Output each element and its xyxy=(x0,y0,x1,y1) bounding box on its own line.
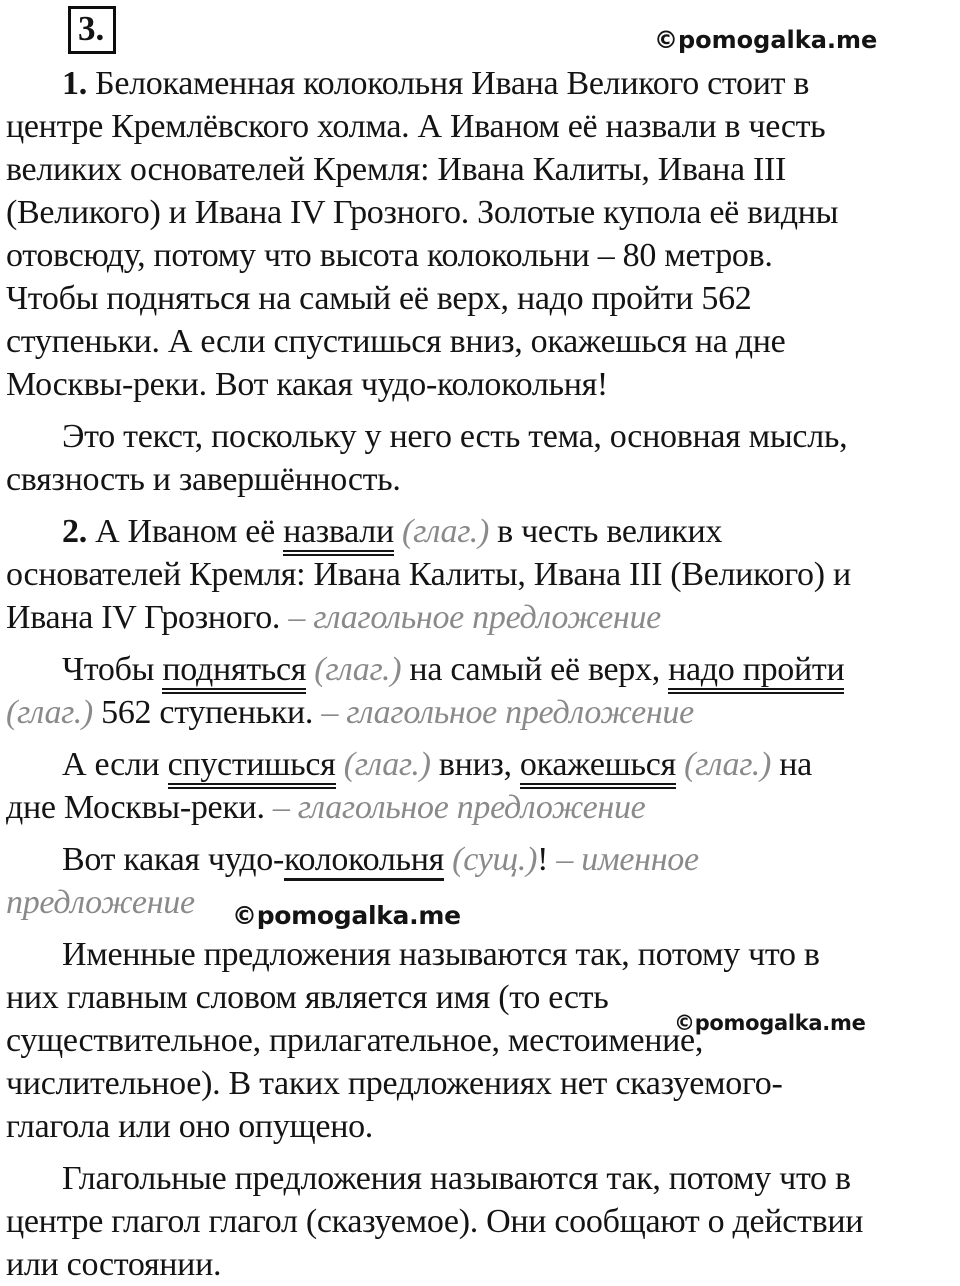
text-line xyxy=(6,881,946,930)
grammar-note: (глаг.) xyxy=(6,694,93,731)
marked-verb: подняться xyxy=(162,651,306,694)
marked-verb: окажешься xyxy=(520,746,676,789)
text-segment: глагола или оно опущено. xyxy=(6,1108,373,1145)
text-line xyxy=(6,320,946,363)
text-line xyxy=(6,691,946,734)
watermark: ©pomogalka.me xyxy=(232,901,461,930)
text-segment: Чтобы xyxy=(62,651,163,688)
text-line xyxy=(6,148,946,191)
text-segment: Белокаменная колокольня Ивана Великого стоит в xyxy=(86,65,810,102)
grammar-annotation: – глагольное предложение xyxy=(272,789,646,826)
text-segment: центре Кремлёвского холма. А Иваном её назвали в честь xyxy=(6,108,826,145)
marked-verb: назвали xyxy=(283,513,394,556)
paragraph-number: 2. xyxy=(62,513,87,550)
text-segment: существительное, прилагательное, местоимение, xyxy=(6,1022,704,1059)
text-segment: Это текст, поскольку у него есть тема, основная мысль, xyxy=(62,418,848,455)
text-line xyxy=(6,1157,946,1200)
paragraph-2 xyxy=(6,415,946,501)
text-segment: А если xyxy=(62,746,168,783)
text-line xyxy=(6,363,946,406)
text-line xyxy=(6,1019,946,1062)
text-line xyxy=(6,105,946,148)
grammar-note: (глаг.) xyxy=(306,651,402,688)
text-segment: Москвы-реки. Вот какая чудо-колокольня! xyxy=(6,366,608,403)
watermark: ©pomogalka.me xyxy=(674,1011,866,1035)
text-segment: Ивана IV Грозного. xyxy=(6,599,289,636)
paragraph-4 xyxy=(6,648,946,734)
grammar-note: (глаг.) xyxy=(393,513,489,550)
page-header xyxy=(6,6,946,62)
text-segment: в честь великих xyxy=(488,513,723,550)
text-segment: ступеньки. А если спустишься вниз, окажешься на дне xyxy=(6,323,786,360)
text-line xyxy=(6,743,946,786)
text-line xyxy=(6,838,946,881)
exercise-number: 3. xyxy=(78,9,105,48)
text-line xyxy=(6,510,946,553)
text-line xyxy=(6,786,946,829)
grammar-annotation: – именное xyxy=(556,841,699,878)
text-line xyxy=(6,933,946,976)
text-segment: или состоянии. xyxy=(6,1246,222,1283)
text-segment: Глагольные предложения называются так, потому что в xyxy=(62,1160,851,1197)
text-segment: них главным словом является имя (то есть xyxy=(6,979,609,1016)
grammar-annotation: – глагольное предложение xyxy=(288,599,661,636)
grammar-note: (глаг.) xyxy=(675,746,771,783)
marked-verb: надо пройти xyxy=(668,651,844,694)
text-line xyxy=(6,191,946,234)
grammar-annotation: – глагольное предложение xyxy=(321,694,694,731)
marked-noun: колокольня xyxy=(284,841,444,881)
text-line xyxy=(6,415,946,458)
text-segment: 562 ступеньки. xyxy=(92,694,322,731)
text-segment: связность и завершённость. xyxy=(6,461,401,498)
text-segment: отовсюду, потому что высота колокольни – 80 метров. xyxy=(6,237,773,274)
grammar-note: (глаг.) xyxy=(335,746,431,783)
text-segment: Вот какая чудо- xyxy=(62,841,284,878)
grammar-note: (сущ.) xyxy=(443,841,538,878)
text-line xyxy=(6,277,946,320)
text-line xyxy=(6,234,946,277)
marked-verb: спустишься xyxy=(168,746,336,789)
text-segment: числительное). В таких предложениях нет сказуемого- xyxy=(6,1065,783,1102)
text-line xyxy=(6,976,946,1035)
text-segment: вниз, xyxy=(430,746,520,783)
grammar-annotation: предложение xyxy=(6,884,195,921)
exercise-number-box xyxy=(68,6,116,54)
text-segment: великих основателей Кремля: Ивана Калиты, Ивана III xyxy=(6,151,787,188)
text-segment: Чтобы подняться на самый её верх, надо пройти 562 xyxy=(6,280,752,317)
paragraph-3 xyxy=(6,510,946,639)
text-segment: на xyxy=(771,746,812,783)
watermark: ©pomogalka.me xyxy=(654,26,878,54)
paragraph-6 xyxy=(6,838,946,930)
text-segment: на самый её верх, xyxy=(401,651,669,688)
text-segment: дне Москвы-реки. xyxy=(6,789,273,826)
text-line xyxy=(6,62,946,105)
paragraph-7 xyxy=(6,933,946,1148)
text-segment: ! xyxy=(537,841,557,878)
text-segment: Именные предложения называются так, потому что в xyxy=(62,936,820,973)
text-line xyxy=(6,648,946,691)
paragraph-8 xyxy=(6,1157,946,1286)
text-line xyxy=(6,1105,946,1148)
text-line xyxy=(6,458,946,501)
paragraph-1 xyxy=(6,62,946,406)
text-line xyxy=(6,1200,946,1243)
text-segment: А Иваном её xyxy=(86,513,284,550)
text-segment: (Великого) и Ивана IV Грозного. Золотые купола её видны xyxy=(6,194,839,231)
paragraph-5 xyxy=(6,743,946,829)
text-line xyxy=(6,596,946,639)
text-segment: основателей Кремля: Ивана Калиты, Ивана III (Великого) и xyxy=(6,556,851,593)
text-segment: центре глагол глагол (сказуемое). Они сообщают о действии xyxy=(6,1203,864,1240)
text-line xyxy=(6,1062,946,1105)
paragraph-number: 1. xyxy=(62,65,87,102)
text-line xyxy=(6,553,946,596)
